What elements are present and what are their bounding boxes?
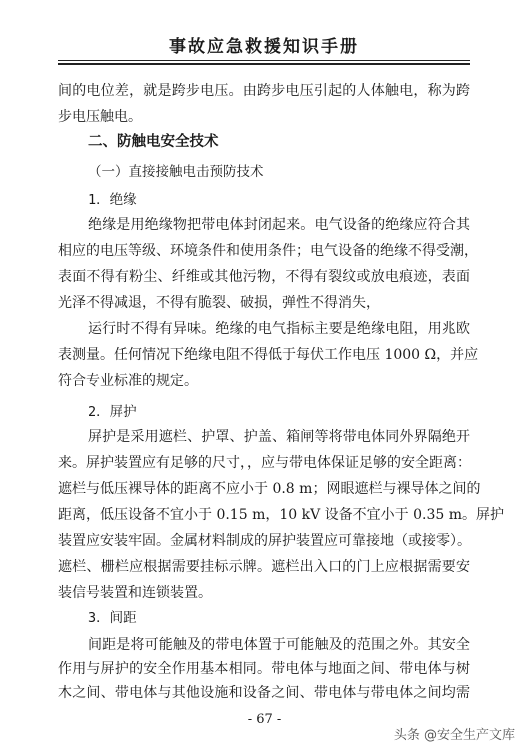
- text-line: 步电压触电。: [58, 109, 142, 125]
- text-line: 间距是将可能触及的带电体置于可能触及的范围之外。其安全: [88, 637, 470, 653]
- text-line: 运行时不得有异味。绝缘的电气指标主要是绝缘电阻，用兆欧: [88, 321, 470, 337]
- text-line: 间的电位差，就是跨步电压。由跨步电压引起的人体触电，称为跨: [58, 83, 470, 99]
- header-rule-thin: [58, 60, 470, 61]
- text-line: 符合专业标准的规定。: [58, 373, 198, 389]
- watermark: 头条 @安全生产文库: [390, 724, 519, 743]
- section-heading: 二、防触电安全技术: [88, 134, 219, 150]
- subsection-heading: （一）直接接触电击预防技术: [88, 164, 264, 180]
- header-title: 事故应急救援知识手册: [169, 37, 359, 57]
- text-line: 相应的电压等级、环境条件和使用条件；电气设备的绝缘不得受潮，: [58, 243, 478, 259]
- item-title-spacing: 3．间距: [88, 610, 137, 626]
- text-line: 光泽不得减退，不得有脆裂、破损，弹性不得消失，: [58, 295, 380, 311]
- item-title-insulation: 1．绝缘: [88, 192, 137, 208]
- text-line: 表测量。任何情况下绝缘电阻不得低于每伏工作电压 1000 Ω，并应: [58, 347, 479, 363]
- text-line: 装信号装置和连锁装置。: [58, 585, 212, 601]
- page-number: - 67 -: [247, 712, 282, 727]
- text-line: 装置应安装牢固。金属材料制成的屏护装置应可靠接地（或接零）。: [58, 533, 471, 549]
- text-line: 来。屏护装置应有足够的尺寸，，应与带电体保证足够的安全距离：: [58, 455, 471, 471]
- text-line: 作用与屏护的安全作用基本相同。带电体与地面之间、带电体与树: [58, 661, 470, 677]
- text-line: 距离，低压设备不宜小于 0.15 m，10 kV 设备不宜小于 0.35 m。屏护: [58, 507, 505, 523]
- text-line: 绝缘是用绝缘物把带电体封闭起来。电气设备的绝缘应符合其: [88, 217, 470, 233]
- text-line: 遮栏、栅栏应根据需要挂标示牌。遮栏出入口的门上应根据需要安: [58, 559, 470, 575]
- text-line: 木之间、带电体与其他设施和设备之间、带电体与带电体之间均需: [58, 685, 470, 701]
- text-line: 屏护是采用遮栏、护罩、护盖、箱闸等将带电体同外界隔绝开: [88, 429, 470, 445]
- text-line: 遮栏与低压裸导体的距离不应小于 0.8 m；网眼遮栏与裸导体之间的: [58, 481, 481, 497]
- item-title-shielding: 2．屏护: [88, 404, 137, 420]
- header-rule-thick: [58, 63, 470, 65]
- text-line: 表面不得有粉尘、纤维或其他污物，不得有裂纹或放电痕迹，表面: [58, 269, 470, 285]
